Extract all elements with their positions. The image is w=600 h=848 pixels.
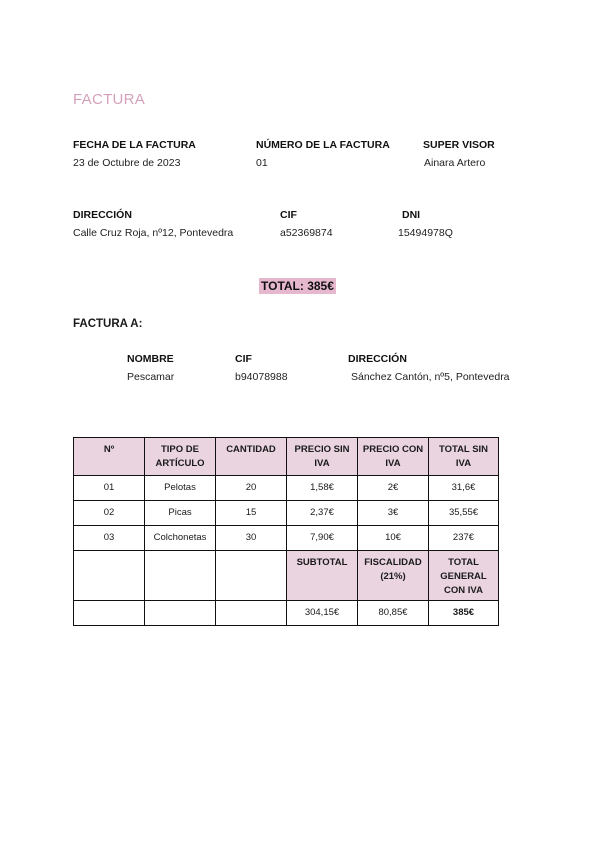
date-label: FECHA DE LA FACTURA: [73, 139, 196, 151]
billed-to-heading: FACTURA A:: [73, 318, 143, 330]
table-cell: Colchonetas: [145, 526, 216, 551]
header-cell: CANTIDAD: [216, 438, 287, 476]
table-row: [74, 476, 499, 501]
header-cell: PRECIO CON IVA: [358, 438, 429, 476]
grand-total-label: TOTAL GENERAL CON IVA: [429, 551, 499, 601]
table-cell: 3€: [358, 501, 429, 526]
cif-value: a52369874: [280, 227, 333, 239]
supervisor-value: Ainara Artero: [424, 157, 486, 169]
table-cell: 237€: [429, 526, 499, 551]
table-header-row: [74, 438, 499, 476]
address-value: Calle Cruz Roja, nº12, Pontevedra: [73, 227, 234, 239]
empty-cell: [145, 551, 216, 601]
dni-label: DNI: [402, 209, 421, 221]
table-cell: 03: [74, 526, 145, 551]
table-cell: 01: [74, 476, 145, 501]
empty-cell: [145, 601, 216, 626]
table-row: [74, 526, 499, 551]
table-cell: 2,37€: [287, 501, 358, 526]
header-cell: Nº: [74, 438, 145, 476]
cif-label: CIF: [280, 209, 297, 221]
tax-label: FISCALIDAD (21%): [358, 551, 429, 601]
summary-label-row: [74, 551, 499, 601]
header-cell: PRECIO SIN IVA: [287, 438, 358, 476]
grand-total-value: 385€: [429, 601, 499, 626]
invoice-number-value: 01: [256, 157, 268, 169]
address-label: DIRECCIÓN: [73, 209, 132, 221]
empty-cell: [216, 551, 287, 601]
client-cif-label: CIF: [235, 353, 252, 365]
items-table: [73, 437, 499, 626]
invoice-number-label: NÚMERO DE LA FACTURA: [256, 139, 390, 151]
tax-value: 80,85€: [358, 601, 429, 626]
table-cell: 10€: [358, 526, 429, 551]
date-value: 23 de Octubre de 2023: [73, 157, 181, 169]
table-cell: 20: [216, 476, 287, 501]
table-cell: 7,90€: [287, 526, 358, 551]
empty-cell: [74, 551, 145, 601]
table-cell: 1,58€: [287, 476, 358, 501]
table-cell: 15: [216, 501, 287, 526]
table-cell: Pelotas: [145, 476, 216, 501]
client-name-value: Pescamar: [127, 371, 175, 383]
dni-value: 15494978Q: [398, 227, 453, 239]
empty-cell: [74, 601, 145, 626]
client-cif-value: b94078988: [235, 371, 288, 383]
subtotal-label: SUBTOTAL: [287, 551, 358, 601]
header-cell: TOTAL SIN IVA: [429, 438, 499, 476]
table-cell: Picas: [145, 501, 216, 526]
subtotal-value: 304,15€: [287, 601, 358, 626]
table-cell: 2€: [358, 476, 429, 501]
supervisor-label: SUPER VISOR: [423, 139, 495, 151]
table-cell: 31,6€: [429, 476, 499, 501]
table-row: [74, 501, 499, 526]
total-highlight: TOTAL: 385€: [261, 279, 334, 293]
client-name-label: NOMBRE: [127, 353, 174, 365]
invoice-title: FACTURA: [73, 91, 146, 108]
client-address-value: Sánchez Cantón, nº5, Pontevedra: [351, 371, 510, 383]
table-cell: 35,55€: [429, 501, 499, 526]
table-cell: 30: [216, 526, 287, 551]
summary-value-row: [74, 601, 499, 626]
table-cell: 02: [74, 501, 145, 526]
empty-cell: [216, 601, 287, 626]
client-address-label: DIRECCIÓN: [348, 353, 407, 365]
header-cell: TIPO DE ARTÍCULO: [145, 438, 216, 476]
